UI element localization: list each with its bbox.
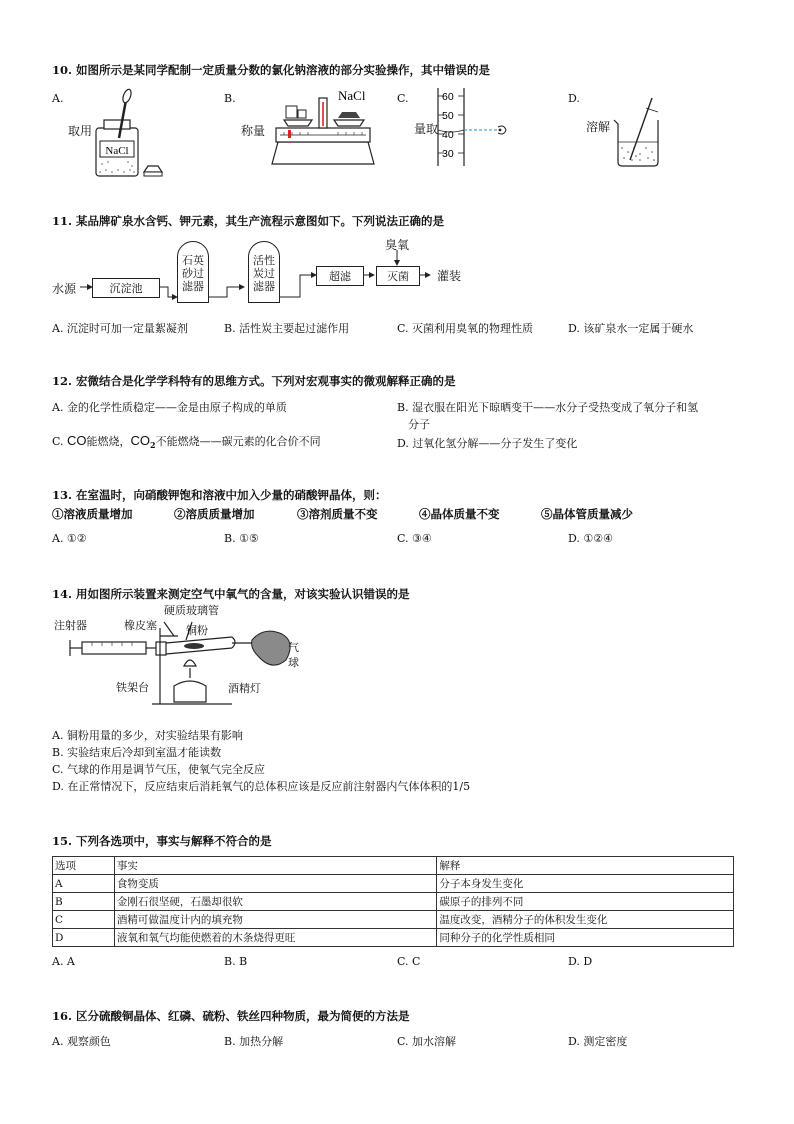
header-fact: 事实 xyxy=(114,857,437,875)
q14-option-d[interactable]: D. 在正常情况下，反应结束后消耗氧气的总体积应该是反应前注射器内气体体积的1/5 xyxy=(52,780,471,793)
q16-option-a[interactable]: A. 观察颜色 xyxy=(52,1035,111,1048)
q12-co2-subscript: 2 xyxy=(150,440,156,451)
table-header-row xyxy=(53,857,734,875)
q12-option-c-mid: 能燃烧， xyxy=(86,435,131,448)
q11-option-b[interactable]: B. 活性炭主要起过滤作用 xyxy=(224,322,350,335)
flow-quartz-filter xyxy=(177,241,209,303)
q13-stem: 13. 在室温时，向硝酸钾饱和溶液中加入少量的硝酸钾晶体，则： xyxy=(52,488,387,502)
q10-option-d-label: 溶解 xyxy=(586,120,611,134)
flow-quartz-line-2: 砂过 xyxy=(182,267,204,280)
q12-option-d[interactable]: D. 过氧化氢分解——分子发生了变化 xyxy=(397,437,578,450)
q15-option-b[interactable]: B. B xyxy=(224,955,248,968)
q10-option-d-letter[interactable]: D. xyxy=(568,92,580,105)
flow-fill-label: 灌装 xyxy=(437,269,462,283)
table-row xyxy=(53,929,734,947)
flow-source-label: 水源 xyxy=(52,282,77,296)
flow-sterilize-label: 灭菌 xyxy=(387,269,409,283)
cell-fact: 液氧和氧气均能使燃着的木条烧得更旺 xyxy=(114,929,437,947)
header-explanation: 解释 xyxy=(437,857,734,875)
cell-explanation: 同种分子的化学性质相同 xyxy=(437,929,734,947)
q10-stem: 10. 如图所示是某同学配制一定质量分数的氯化钠溶液的部分实验操作，其中错误的是 xyxy=(52,63,491,77)
q11-option-d[interactable]: D. 该矿泉水一定属于硬水 xyxy=(568,322,694,335)
flow-quartz-line-3: 滤器 xyxy=(182,280,204,293)
oxygen-apparatus-illustration xyxy=(52,600,322,720)
beaker-illustration xyxy=(610,96,670,168)
q12-co2-formula: CO xyxy=(130,433,151,448)
q10-option-a-letter[interactable]: A. xyxy=(52,92,64,105)
q16-option-b[interactable]: B. 加热分解 xyxy=(224,1035,284,1048)
cylinder-tick-30: 30 xyxy=(442,148,454,160)
cell-explanation: 温度改变，酒精分子的体积发生变化 xyxy=(437,911,734,929)
q16-option-d[interactable]: D. 测定密度 xyxy=(568,1035,628,1048)
q10-option-c-label: 量取 xyxy=(414,122,439,136)
q13-item-2: ②溶质质量增加 xyxy=(174,507,255,521)
cell-fact: 金刚石很坚硬，石墨却很软 xyxy=(114,893,437,911)
q15-table xyxy=(52,856,734,947)
table-row xyxy=(53,893,734,911)
q11-option-c[interactable]: C. 灭菌利用臭氧的物理性质 xyxy=(397,322,534,335)
q12-option-b-line1[interactable]: B. 湿衣服在阳光下晾晒变干——水分子受热变成了氧分子和氢 xyxy=(397,401,699,414)
cell-option: A xyxy=(53,875,115,893)
label-balloon-1: 气 xyxy=(288,641,299,654)
balance-chem-label: NaCl xyxy=(338,88,366,103)
flow-tank-box xyxy=(92,278,160,298)
q11-option-a[interactable]: A. 沉淀时可加一定量絮凝剂 xyxy=(52,322,188,335)
cell-option: D xyxy=(53,929,115,947)
q14-option-a[interactable]: A. 铜粉用量的多少，对实验结果有影响 xyxy=(52,729,243,742)
table-row xyxy=(53,875,734,893)
q12-option-c[interactable] xyxy=(52,433,321,450)
q10-option-b-label: 称量 xyxy=(241,124,266,138)
balance-illustration xyxy=(264,84,382,170)
q15-option-c[interactable]: C. C xyxy=(397,955,421,968)
q10-option-b-letter[interactable]: B. xyxy=(224,92,236,105)
q15-stem: 15. 下列各选项中，事实与解释不符合的是 xyxy=(52,834,272,848)
flow-ultra-label: 超滤 xyxy=(329,269,351,283)
flow-quartz-line-1: 石英 xyxy=(182,254,204,267)
label-copper-powder: 铜粉 xyxy=(186,624,208,637)
flow-sterilize-box xyxy=(376,266,420,286)
q13-option-c[interactable]: C. ③④ xyxy=(397,532,432,545)
bottle-label-nacl: NaCl xyxy=(105,145,129,157)
cylinder-tick-40: 40 xyxy=(442,129,454,141)
label-alcohol-lamp: 酒精灯 xyxy=(228,682,261,695)
graduated-cylinder-illustration xyxy=(434,86,510,172)
cell-fact: 食物变质 xyxy=(114,875,437,893)
label-balloon-2: 球 xyxy=(288,656,299,669)
flow-tank-label: 沉淀池 xyxy=(109,281,143,295)
label-stopper: 橡皮塞 xyxy=(124,619,157,632)
q15-option-d[interactable]: D. D xyxy=(568,955,593,968)
q16-option-c[interactable]: C. 加水溶解 xyxy=(397,1035,457,1048)
q13-item-3: ③溶剂质量不变 xyxy=(297,507,378,521)
q10-option-a-label: 取用 xyxy=(68,124,93,138)
q13-item-4: ④晶体质量不变 xyxy=(419,507,500,521)
q12-option-c-prefix: C. xyxy=(52,435,64,448)
flow-carbon-filter xyxy=(248,241,280,303)
q15-option-a[interactable]: A. A xyxy=(52,955,75,968)
cell-option: C xyxy=(53,911,115,929)
q14-stem: 14. 用如图所示装置来测定空气中氧气的含量，对该实验认识错误的是 xyxy=(52,587,410,601)
q10-option-c-letter[interactable]: C. xyxy=(397,92,409,105)
q12-option-c-suffix: 不能燃烧——碳元素的化合价不同 xyxy=(155,435,321,448)
cell-fact: 酒精可做温度计内的填充物 xyxy=(114,911,437,929)
header-option: 选项 xyxy=(53,857,115,875)
flow-ozone-label: 臭氧 xyxy=(385,238,410,252)
reagent-bottle-illustration xyxy=(92,86,172,182)
flow-ultra-box xyxy=(316,266,364,286)
q12-option-a[interactable]: A. 金的化学性质稳定——金是由原子构成的单质 xyxy=(52,401,287,414)
label-glass-tube: 硬质玻璃管 xyxy=(164,604,219,617)
flow-carbon-line-1: 活性 xyxy=(253,254,275,267)
q14-option-b[interactable]: B. 实验结束后冷却到室温才能读数 xyxy=(52,746,222,759)
table-row xyxy=(53,911,734,929)
cell-explanation: 分子本身发生变化 xyxy=(437,875,734,893)
flow-carbon-line-2: 炭过 xyxy=(253,267,275,280)
q13-item-5: ⑤晶体管质量减少 xyxy=(541,507,633,521)
q12-co-formula: CO xyxy=(67,433,87,448)
cell-option: B xyxy=(53,893,115,911)
q11-stem: 11. 某品牌矿泉水含钙、钾元素，其生产流程示意图如下。下列说法正确的是 xyxy=(52,214,445,228)
q16-stem: 16. 区分硫酸铜晶体、红磷、硫粉、铁丝四种物质，最为简便的方法是 xyxy=(52,1009,410,1023)
q13-option-d[interactable]: D. ①②④ xyxy=(568,532,614,545)
q13-item-1: ①溶液质量增加 xyxy=(52,507,133,521)
label-iron-stand: 铁架台 xyxy=(116,681,149,694)
q12-stem: 12. 宏微结合是化学学科特有的思维方式。下列对宏观事实的微观解释正确的是 xyxy=(52,374,456,388)
label-syringe: 注射器 xyxy=(54,619,87,632)
q12-option-b-line2[interactable]: 分子 xyxy=(408,418,430,431)
q14-option-c[interactable]: C. 气球的作用是调节气压，使氧气完全反应 xyxy=(52,763,266,776)
cylinder-tick-60: 60 xyxy=(442,91,454,103)
q13-option-a[interactable]: A. ①② xyxy=(52,532,87,545)
cell-explanation: 碳原子的排列不同 xyxy=(437,893,734,911)
cylinder-tick-50: 50 xyxy=(442,110,454,122)
flow-carbon-line-3: 滤器 xyxy=(253,280,275,293)
q13-option-b[interactable]: B. ①⑤ xyxy=(224,532,259,545)
